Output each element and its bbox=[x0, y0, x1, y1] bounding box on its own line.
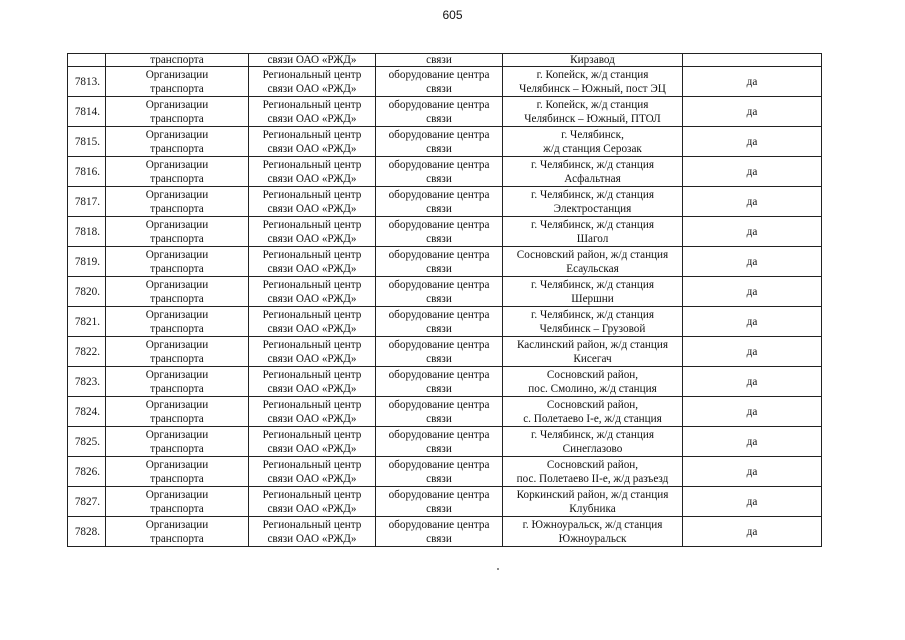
location-cell bbox=[503, 457, 683, 487]
org-type-cell-line: транспорта bbox=[150, 502, 204, 515]
org-type-cell bbox=[106, 247, 249, 277]
flag-cell bbox=[683, 54, 822, 67]
org-type-cell-line: транспорта bbox=[150, 472, 204, 485]
org-type-cell bbox=[106, 97, 249, 127]
object-cell-line: связи bbox=[426, 442, 452, 455]
row-number: 7825. bbox=[68, 427, 106, 457]
owner-cell bbox=[249, 367, 376, 397]
org-type-cell-line: Организации bbox=[145, 218, 209, 231]
org-type-cell-line: транспорта bbox=[150, 442, 204, 455]
location-cell bbox=[503, 277, 683, 307]
row-number: 7814. bbox=[68, 97, 106, 127]
org-type-cell bbox=[106, 67, 249, 97]
object-cell bbox=[376, 217, 503, 247]
location-cell-line: Сосновский район, bbox=[546, 458, 639, 471]
location-cell-line: г. Челябинск, ж/д станция bbox=[531, 308, 654, 321]
owner-cell-line: связи ОАО «РЖД» bbox=[267, 172, 357, 185]
location-cell-line: Кисегач bbox=[573, 352, 612, 365]
owner-cell-line: Региональный центр bbox=[262, 278, 362, 291]
flag-cell: да bbox=[683, 487, 822, 517]
org-type-cell-line: транспорта bbox=[150, 532, 204, 545]
owner-cell-line: Региональный центр bbox=[262, 248, 362, 261]
object-cell bbox=[376, 277, 503, 307]
object-cell-line: оборудование центра bbox=[388, 518, 490, 531]
object-cell-line: оборудование центра bbox=[388, 428, 490, 441]
owner-cell-line: Региональный центр bbox=[262, 98, 362, 111]
owner-cell-line: Региональный центр bbox=[262, 458, 362, 471]
owner-cell bbox=[249, 457, 376, 487]
row-number: 7816. bbox=[68, 157, 106, 187]
object-cell-line: связи bbox=[426, 82, 452, 95]
owner-cell bbox=[249, 517, 376, 547]
location-cell-line: Клубника bbox=[569, 502, 616, 515]
location-cell-line: Асфальтная bbox=[564, 172, 621, 185]
location-cell-line: Сосновский район, bbox=[546, 368, 639, 381]
row-number: 7820. bbox=[68, 277, 106, 307]
org-type-cell bbox=[106, 337, 249, 367]
org-type-cell bbox=[106, 217, 249, 247]
object-cell bbox=[376, 337, 503, 367]
owner-cell-line: Региональный центр bbox=[262, 218, 362, 231]
table-row bbox=[68, 247, 822, 277]
owner-cell bbox=[249, 127, 376, 157]
registry-table bbox=[67, 53, 822, 547]
row-number: 7821. bbox=[68, 307, 106, 337]
org-type-cell-line: Организации bbox=[145, 98, 209, 111]
org-type-cell-line: транспорта bbox=[150, 112, 204, 125]
object-cell-line: оборудование центра bbox=[388, 218, 490, 231]
row-number: 7817. bbox=[68, 187, 106, 217]
row-number bbox=[68, 54, 106, 67]
row-number: 7827. bbox=[68, 487, 106, 517]
location-cell-line: г. Челябинск, ж/д станция bbox=[531, 158, 654, 171]
location-cell bbox=[503, 367, 683, 397]
owner-cell-line: Региональный центр bbox=[262, 368, 362, 381]
owner-cell bbox=[249, 67, 376, 97]
table-row bbox=[68, 337, 822, 367]
location-cell-line: г. Челябинск, ж/д станция bbox=[531, 278, 654, 291]
location-cell-line: Сосновский район, bbox=[546, 398, 639, 411]
location-cell-line: Южноуральск bbox=[558, 532, 627, 545]
object-cell-line: оборудование центра bbox=[388, 68, 490, 81]
object-cell-line: оборудование центра bbox=[388, 368, 490, 381]
owner-cell-line: связи ОАО «РЖД» bbox=[267, 232, 357, 245]
object-cell-line: оборудование центра bbox=[388, 158, 490, 171]
location-cell-line: Каслинский район, ж/д станция bbox=[516, 338, 669, 351]
row-number: 7815. bbox=[68, 127, 106, 157]
flag-cell: да bbox=[683, 307, 822, 337]
object-cell-line: связи bbox=[426, 382, 452, 395]
org-type-cell-line: Организации bbox=[145, 458, 209, 471]
table-row bbox=[68, 517, 822, 547]
object-cell-line: связи bbox=[426, 262, 452, 275]
table-row bbox=[68, 427, 822, 457]
table-row bbox=[68, 217, 822, 247]
org-type-cell-line: транспорта bbox=[150, 172, 204, 185]
table-row bbox=[68, 367, 822, 397]
flag-cell: да bbox=[683, 247, 822, 277]
scan-speck bbox=[497, 568, 499, 570]
owner-cell-line: Региональный центр bbox=[262, 488, 362, 501]
object-cell bbox=[376, 397, 503, 427]
org-type-cell-line: транспорта bbox=[150, 382, 204, 395]
owner-cell-line: Региональный центр bbox=[262, 308, 362, 321]
owner-cell bbox=[249, 247, 376, 277]
object-cell: связи bbox=[376, 54, 503, 67]
owner-cell-line: связи ОАО «РЖД» bbox=[267, 412, 357, 425]
object-cell-line: связи bbox=[426, 142, 452, 155]
owner-cell-line: Региональный центр bbox=[262, 188, 362, 201]
org-type-cell-line: транспорта bbox=[150, 262, 204, 275]
owner-cell-line: связи ОАО «РЖД» bbox=[267, 82, 357, 95]
location-cell bbox=[503, 517, 683, 547]
table-row bbox=[68, 97, 822, 127]
object-cell bbox=[376, 457, 503, 487]
object-cell bbox=[376, 97, 503, 127]
owner-cell bbox=[249, 337, 376, 367]
location-cell bbox=[503, 217, 683, 247]
flag-cell: да bbox=[683, 397, 822, 427]
owner-cell-line: связи ОАО «РЖД» bbox=[267, 442, 357, 455]
org-type-cell bbox=[106, 427, 249, 457]
object-cell bbox=[376, 127, 503, 157]
location-cell bbox=[503, 97, 683, 127]
location-cell-line: Есаульская bbox=[566, 262, 619, 275]
location-cell bbox=[503, 127, 683, 157]
row-number: 7822. bbox=[68, 337, 106, 367]
org-type-cell-line: Организации bbox=[145, 188, 209, 201]
org-type-cell-line: транспорта bbox=[150, 232, 204, 245]
location-cell bbox=[503, 157, 683, 187]
flag-cell: да bbox=[683, 457, 822, 487]
row-number: 7818. bbox=[68, 217, 106, 247]
org-type-cell-line: Организации bbox=[145, 278, 209, 291]
owner-cell-line: Региональный центр bbox=[262, 338, 362, 351]
object-cell bbox=[376, 187, 503, 217]
object-cell-line: связи bbox=[426, 352, 452, 365]
owner-cell: связи ОАО «РЖД» bbox=[249, 54, 376, 67]
flag-cell: да bbox=[683, 337, 822, 367]
location-cell bbox=[503, 427, 683, 457]
org-type-cell bbox=[106, 127, 249, 157]
object-cell-line: оборудование центра bbox=[388, 98, 490, 111]
flag-cell: да bbox=[683, 127, 822, 157]
owner-cell-line: связи ОАО «РЖД» bbox=[267, 472, 357, 485]
object-cell-line: оборудование центра bbox=[388, 308, 490, 321]
org-type-cell bbox=[106, 487, 249, 517]
owner-cell-line: связи ОАО «РЖД» bbox=[267, 202, 357, 215]
page-number: 605 bbox=[442, 8, 463, 22]
object-cell-line: оборудование центра bbox=[388, 188, 490, 201]
object-cell bbox=[376, 157, 503, 187]
location-cell-line: г. Копейск, ж/д станция bbox=[536, 98, 649, 111]
location-cell-line: Челябинск – Грузовой bbox=[539, 322, 646, 335]
owner-cell-line: связи ОАО «РЖД» bbox=[267, 352, 357, 365]
table-row bbox=[68, 157, 822, 187]
location-cell-line: Шершни bbox=[571, 292, 614, 305]
row-number: 7823. bbox=[68, 367, 106, 397]
flag-cell: да bbox=[683, 517, 822, 547]
object-cell bbox=[376, 487, 503, 517]
location-cell-line: Шагол bbox=[576, 232, 609, 245]
table-row bbox=[68, 187, 822, 217]
flag-cell: да bbox=[683, 67, 822, 97]
table-row bbox=[68, 67, 822, 97]
owner-cell-line: Региональный центр bbox=[262, 128, 362, 141]
object-cell-line: связи bbox=[426, 202, 452, 215]
location-cell-line: Челябинск – Южный, ПТОЛ bbox=[524, 112, 661, 125]
org-type-cell bbox=[106, 307, 249, 337]
org-type-cell-line: Организации bbox=[145, 518, 209, 531]
location-cell bbox=[503, 397, 683, 427]
owner-cell-line: Региональный центр bbox=[262, 158, 362, 171]
location-cell-line: Челябинск – Южный, пост ЭЦ bbox=[519, 82, 666, 95]
flag-cell: да bbox=[683, 97, 822, 127]
location-cell: Кирзавод bbox=[503, 54, 683, 67]
location-cell-line: г. Копейск, ж/д станция bbox=[536, 68, 649, 81]
object-cell bbox=[376, 367, 503, 397]
row-number: 7819. bbox=[68, 247, 106, 277]
org-type-cell: транспорта bbox=[106, 54, 249, 67]
location-cell-line: г. Южноуральск, ж/д станция bbox=[522, 518, 663, 531]
object-cell-line: связи bbox=[426, 472, 452, 485]
org-type-cell-line: Организации bbox=[145, 488, 209, 501]
location-cell-line: Сосновский район, ж/д станция bbox=[516, 248, 669, 261]
org-type-cell bbox=[106, 457, 249, 487]
location-cell-line: г. Челябинск, bbox=[561, 128, 624, 141]
row-number: 7826. bbox=[68, 457, 106, 487]
org-type-cell-line: транспорта bbox=[150, 412, 204, 425]
owner-cell-line: связи ОАО «РЖД» bbox=[267, 142, 357, 155]
owner-cell-line: связи ОАО «РЖД» bbox=[267, 112, 357, 125]
owner-cell bbox=[249, 97, 376, 127]
org-type-cell bbox=[106, 187, 249, 217]
object-cell-line: связи bbox=[426, 112, 452, 125]
location-cell bbox=[503, 187, 683, 217]
location-cell-line: г. Челябинск, ж/д станция bbox=[531, 218, 654, 231]
table-row bbox=[68, 127, 822, 157]
org-type-cell-line: Организации bbox=[145, 428, 209, 441]
owner-cell-line: Региональный центр bbox=[262, 398, 362, 411]
object-cell bbox=[376, 247, 503, 277]
owner-cell bbox=[249, 217, 376, 247]
object-cell-line: связи bbox=[426, 322, 452, 335]
object-cell-line: оборудование центра bbox=[388, 488, 490, 501]
object-cell bbox=[376, 517, 503, 547]
location-cell-line: пос. Полетаево II-е, ж/д разъезд bbox=[516, 472, 669, 485]
location-cell bbox=[503, 487, 683, 517]
org-type-cell-line: транспорта bbox=[150, 292, 204, 305]
org-type-cell bbox=[106, 397, 249, 427]
object-cell-line: связи bbox=[426, 232, 452, 245]
owner-cell bbox=[249, 277, 376, 307]
object-cell-line: оборудование центра bbox=[388, 128, 490, 141]
owner-cell-line: Региональный центр bbox=[262, 428, 362, 441]
table-row bbox=[68, 457, 822, 487]
flag-cell: да bbox=[683, 157, 822, 187]
location-cell bbox=[503, 247, 683, 277]
org-type-cell-line: транспорта bbox=[150, 352, 204, 365]
org-type-cell-line: транспорта bbox=[150, 82, 204, 95]
object-cell-line: оборудование центра bbox=[388, 398, 490, 411]
owner-cell-line: Региональный центр bbox=[262, 518, 362, 531]
table-row bbox=[68, 397, 822, 427]
owner-cell-line: связи ОАО «РЖД» bbox=[267, 322, 357, 335]
location-cell-line: г. Челябинск, ж/д станция bbox=[531, 428, 654, 441]
owner-cell bbox=[249, 397, 376, 427]
owner-cell-line: связи ОАО «РЖД» bbox=[267, 532, 357, 545]
object-cell-line: оборудование центра bbox=[388, 338, 490, 351]
object-cell bbox=[376, 427, 503, 457]
table-row bbox=[68, 307, 822, 337]
table-row bbox=[68, 277, 822, 307]
org-type-cell bbox=[106, 277, 249, 307]
org-type-cell-line: транспорта bbox=[150, 322, 204, 335]
flag-cell: да bbox=[683, 217, 822, 247]
owner-cell bbox=[249, 157, 376, 187]
object-cell-line: оборудование центра bbox=[388, 278, 490, 291]
owner-cell-line: связи ОАО «РЖД» bbox=[267, 502, 357, 515]
org-type-cell-line: Организации bbox=[145, 338, 209, 351]
row-number: 7813. bbox=[68, 67, 106, 97]
org-type-cell-line: Организации bbox=[145, 158, 209, 171]
object-cell-line: оборудование центра bbox=[388, 248, 490, 261]
org-type-cell bbox=[106, 367, 249, 397]
flag-cell: да bbox=[683, 367, 822, 397]
org-type-cell-line: Организации bbox=[145, 128, 209, 141]
object-cell-line: связи bbox=[426, 292, 452, 305]
location-cell bbox=[503, 307, 683, 337]
org-type-cell-line: Организации bbox=[145, 68, 209, 81]
registry-table-body bbox=[68, 54, 822, 547]
table-row bbox=[68, 487, 822, 517]
object-cell-line: связи bbox=[426, 532, 452, 545]
location-cell-line: Синеглазово bbox=[562, 442, 623, 455]
location-cell-line: Электростанция bbox=[553, 202, 632, 215]
owner-cell bbox=[249, 307, 376, 337]
org-type-cell-line: транспорта bbox=[150, 142, 204, 155]
org-type-cell-line: Организации bbox=[145, 368, 209, 381]
flag-cell: да bbox=[683, 277, 822, 307]
org-type-cell bbox=[106, 157, 249, 187]
owner-cell-line: связи ОАО «РЖД» bbox=[267, 262, 357, 275]
object-cell-line: связи bbox=[426, 172, 452, 185]
object-cell bbox=[376, 67, 503, 97]
flag-cell: да bbox=[683, 427, 822, 457]
location-cell-line: ж/д станция Серозак bbox=[543, 142, 642, 155]
owner-cell bbox=[249, 487, 376, 517]
continuation-row bbox=[68, 54, 822, 67]
org-type-cell-line: транспорта bbox=[150, 202, 204, 215]
location-cell-line: г. Челябинск, ж/д станция bbox=[531, 188, 654, 201]
org-type-cell-line: Организации bbox=[145, 308, 209, 321]
object-cell-line: связи bbox=[426, 502, 452, 515]
location-cell bbox=[503, 337, 683, 367]
owner-cell bbox=[249, 187, 376, 217]
row-number: 7828. bbox=[68, 517, 106, 547]
object-cell bbox=[376, 307, 503, 337]
org-type-cell-line: Организации bbox=[145, 398, 209, 411]
location-cell-line: с. Полетаево I-е, ж/д станция bbox=[523, 412, 662, 425]
location-cell bbox=[503, 67, 683, 97]
owner-cell-line: связи ОАО «РЖД» bbox=[267, 292, 357, 305]
org-type-cell bbox=[106, 517, 249, 547]
object-cell-line: связи bbox=[426, 412, 452, 425]
object-cell-line: оборудование центра bbox=[388, 458, 490, 471]
org-type-cell-line: Организации bbox=[145, 248, 209, 261]
owner-cell-line: связи ОАО «РЖД» bbox=[267, 382, 357, 395]
owner-cell bbox=[249, 427, 376, 457]
location-cell-line: пос. Смолино, ж/д станция bbox=[528, 382, 657, 395]
owner-cell-line: Региональный центр bbox=[262, 68, 362, 81]
flag-cell: да bbox=[683, 187, 822, 217]
location-cell-line: Коркинский район, ж/д станция bbox=[516, 488, 669, 501]
row-number: 7824. bbox=[68, 397, 106, 427]
